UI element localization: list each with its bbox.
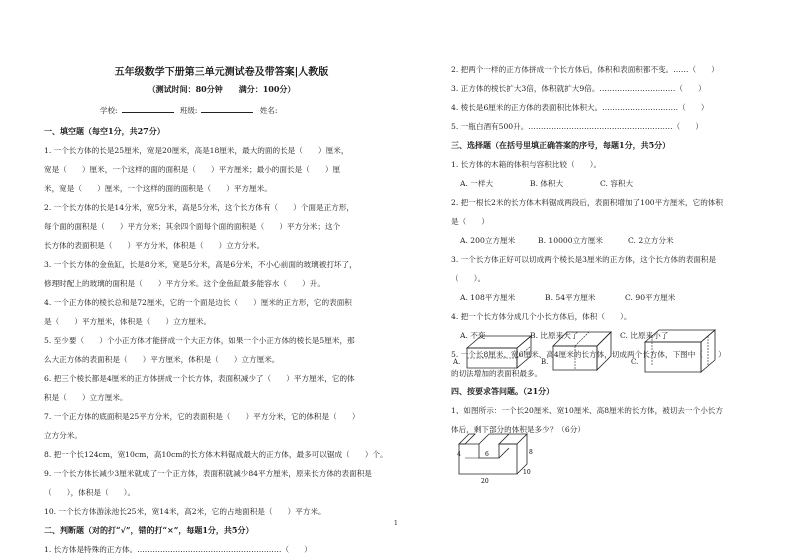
cut-cuboid-figure [455,430,535,486]
option: A. 一样大 [460,179,494,188]
class-blank [201,104,253,113]
option: B. 比原来大了 [530,331,579,340]
page-title: 五年级数学下册第三单元测试卷及带答案|人教版 [114,67,329,78]
section-choice-heading: 三、选择题（在括号里填正确答案的序号，每题1分，共5分） [451,140,671,150]
dim-8: 8 [529,449,533,456]
question-line: 长方体的表面积是（ ）平方分米，体积是（ ）立方分米。 [44,241,265,250]
question-line: 8. 把一个长124cm，宽10cm，高10cm的长方体木料锯成最大的正方体，最多可以锯成（ ）个。 [44,450,388,459]
question-line: 修理时配上的玻璃的面积是（ ）平方分米。这个金鱼缸最多能容水（ ）升。 [44,279,325,288]
option: A. 200立方厘米 [460,236,516,245]
choice-question: 2. 把一根长2米的长方体木料锯成两段后，表面积增加了100平方厘米，它的体积 [451,198,723,207]
figure-a-cuboid [465,334,535,370]
judge-question: 1. 长方体是特殊的正方体。…………………………………………………（ ） [44,545,312,554]
question-line: 2. 一个长方体的长是14分米，宽5分米，高是5分米，这个长方体有（ ）个面是正方形， [44,203,354,212]
question-line: 1. 一个长方体的长是25厘米，宽是20厘米，高是18厘米，最大的面的长是（ ）厘米， [44,146,349,155]
section-judge-heading: 二、判断题（对的打“√”，错的打“×”，每题1分，共5分） [44,525,254,535]
page-number: 1 [394,520,398,527]
question-line: 是（ ）平方厘米，体积是（ ）立方厘米。 [44,317,212,326]
student-info-fields [100,104,400,116]
option: C. 容积大 [600,179,634,188]
choice-question: 5. 一个长8厘米、宽6厘米、高4厘米的长方体，切成两个长方体，下图中（ ） [451,350,726,359]
figure-label-c: C. [631,358,639,366]
dim-6: 6 [485,451,489,458]
option: B. 10000立方厘米 [538,236,603,245]
question-line: 立方分米。 [44,431,82,440]
class-label: 班级: [179,106,198,115]
problem-text: 体后，剩下部分的体积是多少？（6分） [451,425,585,434]
question-line: 9. 一个长方体长减少3厘米就成了一个正方体，表面积就减少84平方厘米，原来长方体的表面积是 [44,469,372,478]
dim-20: 20 [481,478,489,485]
question-line: 7. 一个正方体的底面积是25平方分米，它的表面积是（ ）平方分米，它的体积是（ ） [44,412,360,421]
option: C. 2立方分米 [628,236,674,245]
choice-question: 4. 把一个长方体分成几个小长方体后，体积（ ）。 [451,312,632,321]
choice-question: （ ）。 [451,274,486,283]
school-blank [122,104,174,113]
option: B. 54平方厘米 [545,293,596,302]
choice-question: 是（ ） [451,217,489,226]
question-line: （ ），体积是（ ）。 [44,488,136,497]
left-column [44,122,399,559]
question-line: 4. 一个正方体的棱长总和是72厘米，它的一个面是边长（ ）厘米的正方形，它的表面积 [44,298,352,307]
figure-label-b: B. [541,358,549,366]
problem-text: 1、如图所示：一个长20厘米、宽10厘米、高8厘米的长方体，被切去一个小长方 [451,406,723,415]
dim-10: 10 [523,469,531,476]
name-label: 姓名: [259,106,278,115]
judge-question: 3. 正方体的棱长扩大3倍，体积就扩大9倍。…………………………（ ） [451,84,706,93]
school-label: 学校: [100,106,118,115]
question-line: 宽是（ ）厘米，一个这样的面的面积是（ ）平方厘米；最小的面长是（ ）厘 [44,165,341,174]
cut-figures [451,328,761,378]
section-answer-heading: 四、按要求答问题。（21分） [451,386,555,396]
judge-question: 5. 一瓶白酒有500升。…………………………………………………（ ） [451,122,703,131]
dim-4: 4 [457,451,461,458]
section-fill-blank-heading: 一、填空题（每空1分，共27分） [44,126,165,136]
choice-question: 1. 长方体的木箱的体积与容积比较（ ）。 [451,160,602,169]
judge-question: 4. 棱长是6厘米的正方体的表面积比体积大。…………………………（ ） [451,103,709,112]
question-line: 每个面的面积是（ ）平方分米；其余四个面每个面的面积是（ ）平方分米；这个 [44,222,341,231]
option: A. 108平方厘米 [460,293,516,302]
option: C. 比原来小了 [620,331,669,340]
question-line: 5. 至少要（ ）个小正方体才能拼成一个大正方体，如果一个小正方体的棱长是5厘米，那 [44,336,355,345]
question-line: 么大正方体的表面积是（ ）平方厘米，体积是（ ）立方厘米。 [44,355,280,364]
question-line: 6. 把三个棱长都是4厘米的正方体拼成一个长方体，表面积减少了（ ）平方厘米，它的体 [44,374,355,383]
exam-info: （测试时间：80分钟 满分：100分） [147,84,296,94]
question-line: 10. 一个长方体游泳池长25米，宽14米，高2米，它的占地面积是（ ）平方米。 [44,507,326,516]
option: B. 体积大 [530,179,564,188]
question-line: 米，宽是（ ）厘米，一个这样的面的面积是（ ）平方厘米。 [44,184,272,193]
choice-options [451,288,761,307]
question-line: 3. 一个长方体的金鱼缸，长是8分米，宽是5分米，高是6分米，不小心前面的玻璃被打坏了， [44,260,357,269]
figure-label-a: A. [453,358,461,366]
choice-question: 3. 一个长方体正好可以切成两个棱长是3厘米的正方体，这个长方体的表面积是 [451,255,717,264]
option: A. 不变 [460,331,486,340]
choice-options [451,174,761,193]
choice-question: 的切法增加的表面积最多。 [451,369,543,378]
question-line: 积是（ ）立方厘米。 [44,393,128,402]
option: C. 90平方厘米 [625,293,676,302]
figure-b-cuboid [551,330,613,372]
choice-options [451,231,761,250]
judge-question: 2. 把两个一样的正方体拼成一个长方体后，体积和表面积都不变。……（ ） [451,65,719,74]
figure-c-cuboid [643,328,717,374]
